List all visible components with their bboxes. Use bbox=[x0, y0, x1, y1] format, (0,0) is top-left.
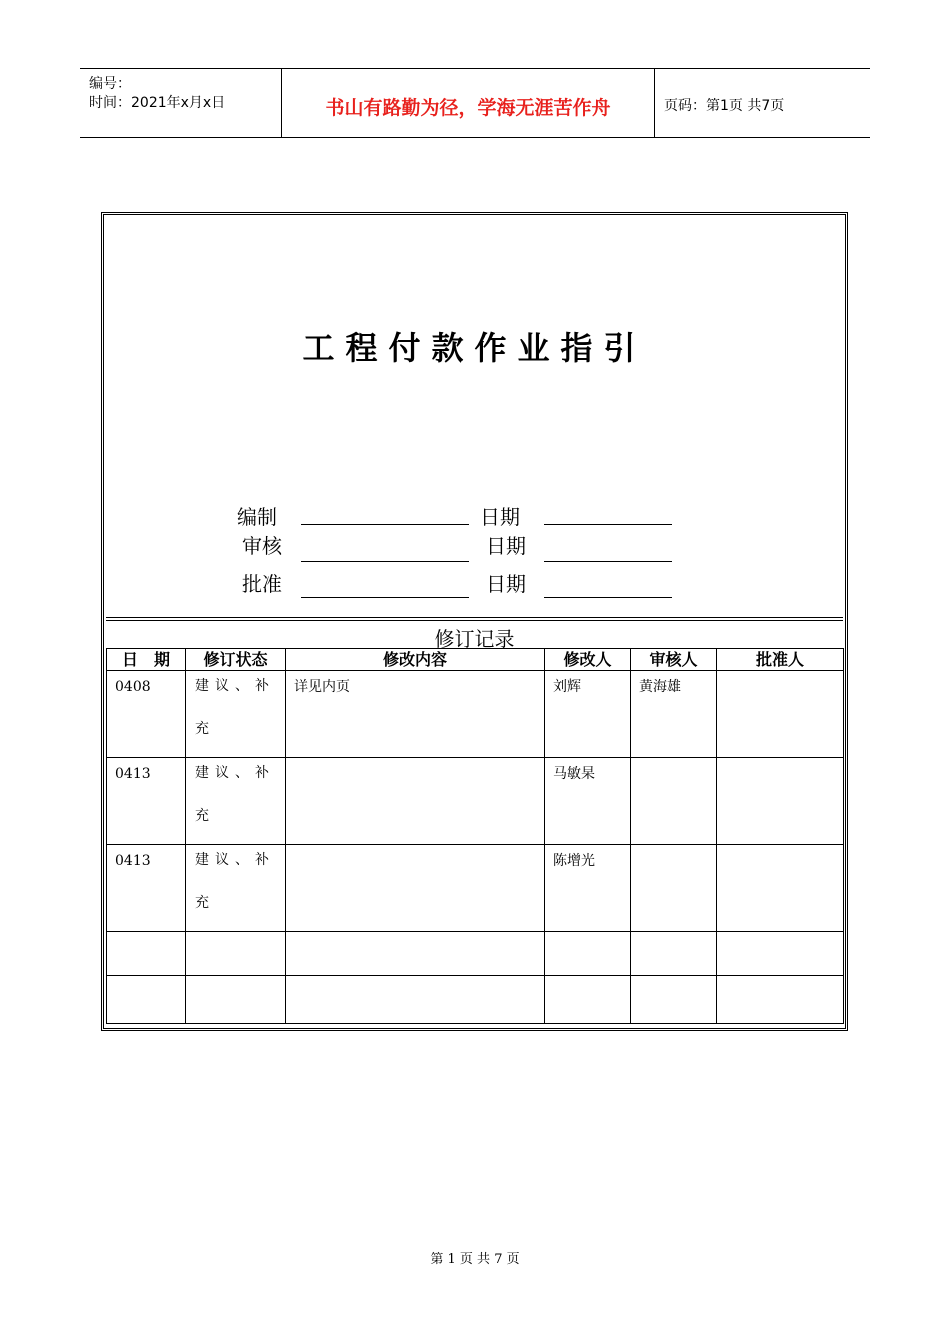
table-row-empty bbox=[107, 932, 844, 976]
approved-date-label: 日期 bbox=[486, 572, 526, 596]
approver-cell bbox=[717, 758, 843, 763]
column-header-status: 修订状态 bbox=[186, 649, 286, 671]
section-divider bbox=[106, 617, 843, 621]
status-cell bbox=[186, 671, 285, 740]
table-row bbox=[107, 671, 844, 758]
editor-cell: 陈增光 bbox=[553, 853, 595, 869]
revision-record-title: 修订记录 bbox=[434, 627, 515, 651]
status-cell bbox=[186, 845, 285, 914]
reviewer-cell bbox=[631, 845, 716, 850]
prepared-signature-line bbox=[301, 524, 469, 525]
reviewed-signature-line bbox=[301, 561, 469, 562]
status-text-continued: 充 bbox=[195, 721, 215, 737]
column-header-content: 修改内容 bbox=[286, 649, 545, 671]
status-text: 建议、补 bbox=[195, 678, 275, 694]
prepared-date-label: 日期 bbox=[480, 505, 520, 529]
header-page-cell bbox=[655, 69, 870, 137]
column-header-reviewer: 审核人 bbox=[631, 649, 717, 671]
header-meta-cell bbox=[80, 69, 282, 137]
table-header-row bbox=[107, 649, 844, 671]
status-text-continued: 充 bbox=[195, 808, 215, 824]
cover-frame bbox=[101, 212, 848, 1031]
prepared-date-line bbox=[544, 524, 672, 525]
table-row bbox=[107, 845, 844, 932]
content-cell: 详见内页 bbox=[294, 679, 350, 695]
table-row-empty bbox=[107, 976, 844, 1024]
page-header bbox=[80, 68, 870, 138]
reviewer-cell bbox=[631, 758, 716, 763]
date-cell: 0413 bbox=[115, 766, 151, 782]
date-cell: 0413 bbox=[115, 853, 151, 869]
editor-cell: 刘辉 bbox=[553, 679, 581, 695]
status-text: 建议、补 bbox=[195, 765, 275, 781]
prepared-label: 编制 bbox=[237, 505, 277, 529]
column-header-editor: 修改人 bbox=[545, 649, 631, 671]
status-text-continued: 充 bbox=[195, 895, 215, 911]
content-cell bbox=[286, 845, 544, 850]
page-footer: 第 1 页 共 7 页 bbox=[430, 1252, 520, 1267]
content-cell bbox=[286, 758, 544, 763]
approver-cell bbox=[717, 671, 843, 676]
time-label: 时间：2021年x月x日 bbox=[89, 95, 226, 111]
column-header-approver: 批准人 bbox=[717, 649, 844, 671]
reviewer-cell: 黄海雄 bbox=[639, 679, 681, 695]
date-cell: 0408 bbox=[115, 679, 151, 695]
status-cell bbox=[186, 758, 285, 827]
status-text: 建议、补 bbox=[195, 852, 275, 868]
approved-signature-line bbox=[301, 597, 469, 598]
editor-cell: 马敏杲 bbox=[553, 766, 595, 782]
approved-label: 批准 bbox=[242, 572, 282, 596]
header-motto-cell bbox=[282, 69, 655, 137]
column-header-date: 日 期 bbox=[107, 649, 186, 671]
approver-cell bbox=[717, 845, 843, 850]
page-number-label: 页码：第1页 共7页 bbox=[664, 98, 785, 114]
approved-date-line bbox=[544, 597, 672, 598]
reviewed-date-line bbox=[544, 561, 672, 562]
reviewed-date-label: 日期 bbox=[486, 534, 526, 558]
serial-number-label: 编号： bbox=[89, 76, 131, 92]
table-row bbox=[107, 758, 844, 845]
revision-table bbox=[106, 648, 844, 1024]
motto-text: 书山有路勤为径，学海无涯苦作舟 bbox=[325, 97, 611, 119]
reviewed-label: 审核 bbox=[242, 534, 282, 558]
document-title: 工程付款作业指引 bbox=[302, 329, 647, 367]
